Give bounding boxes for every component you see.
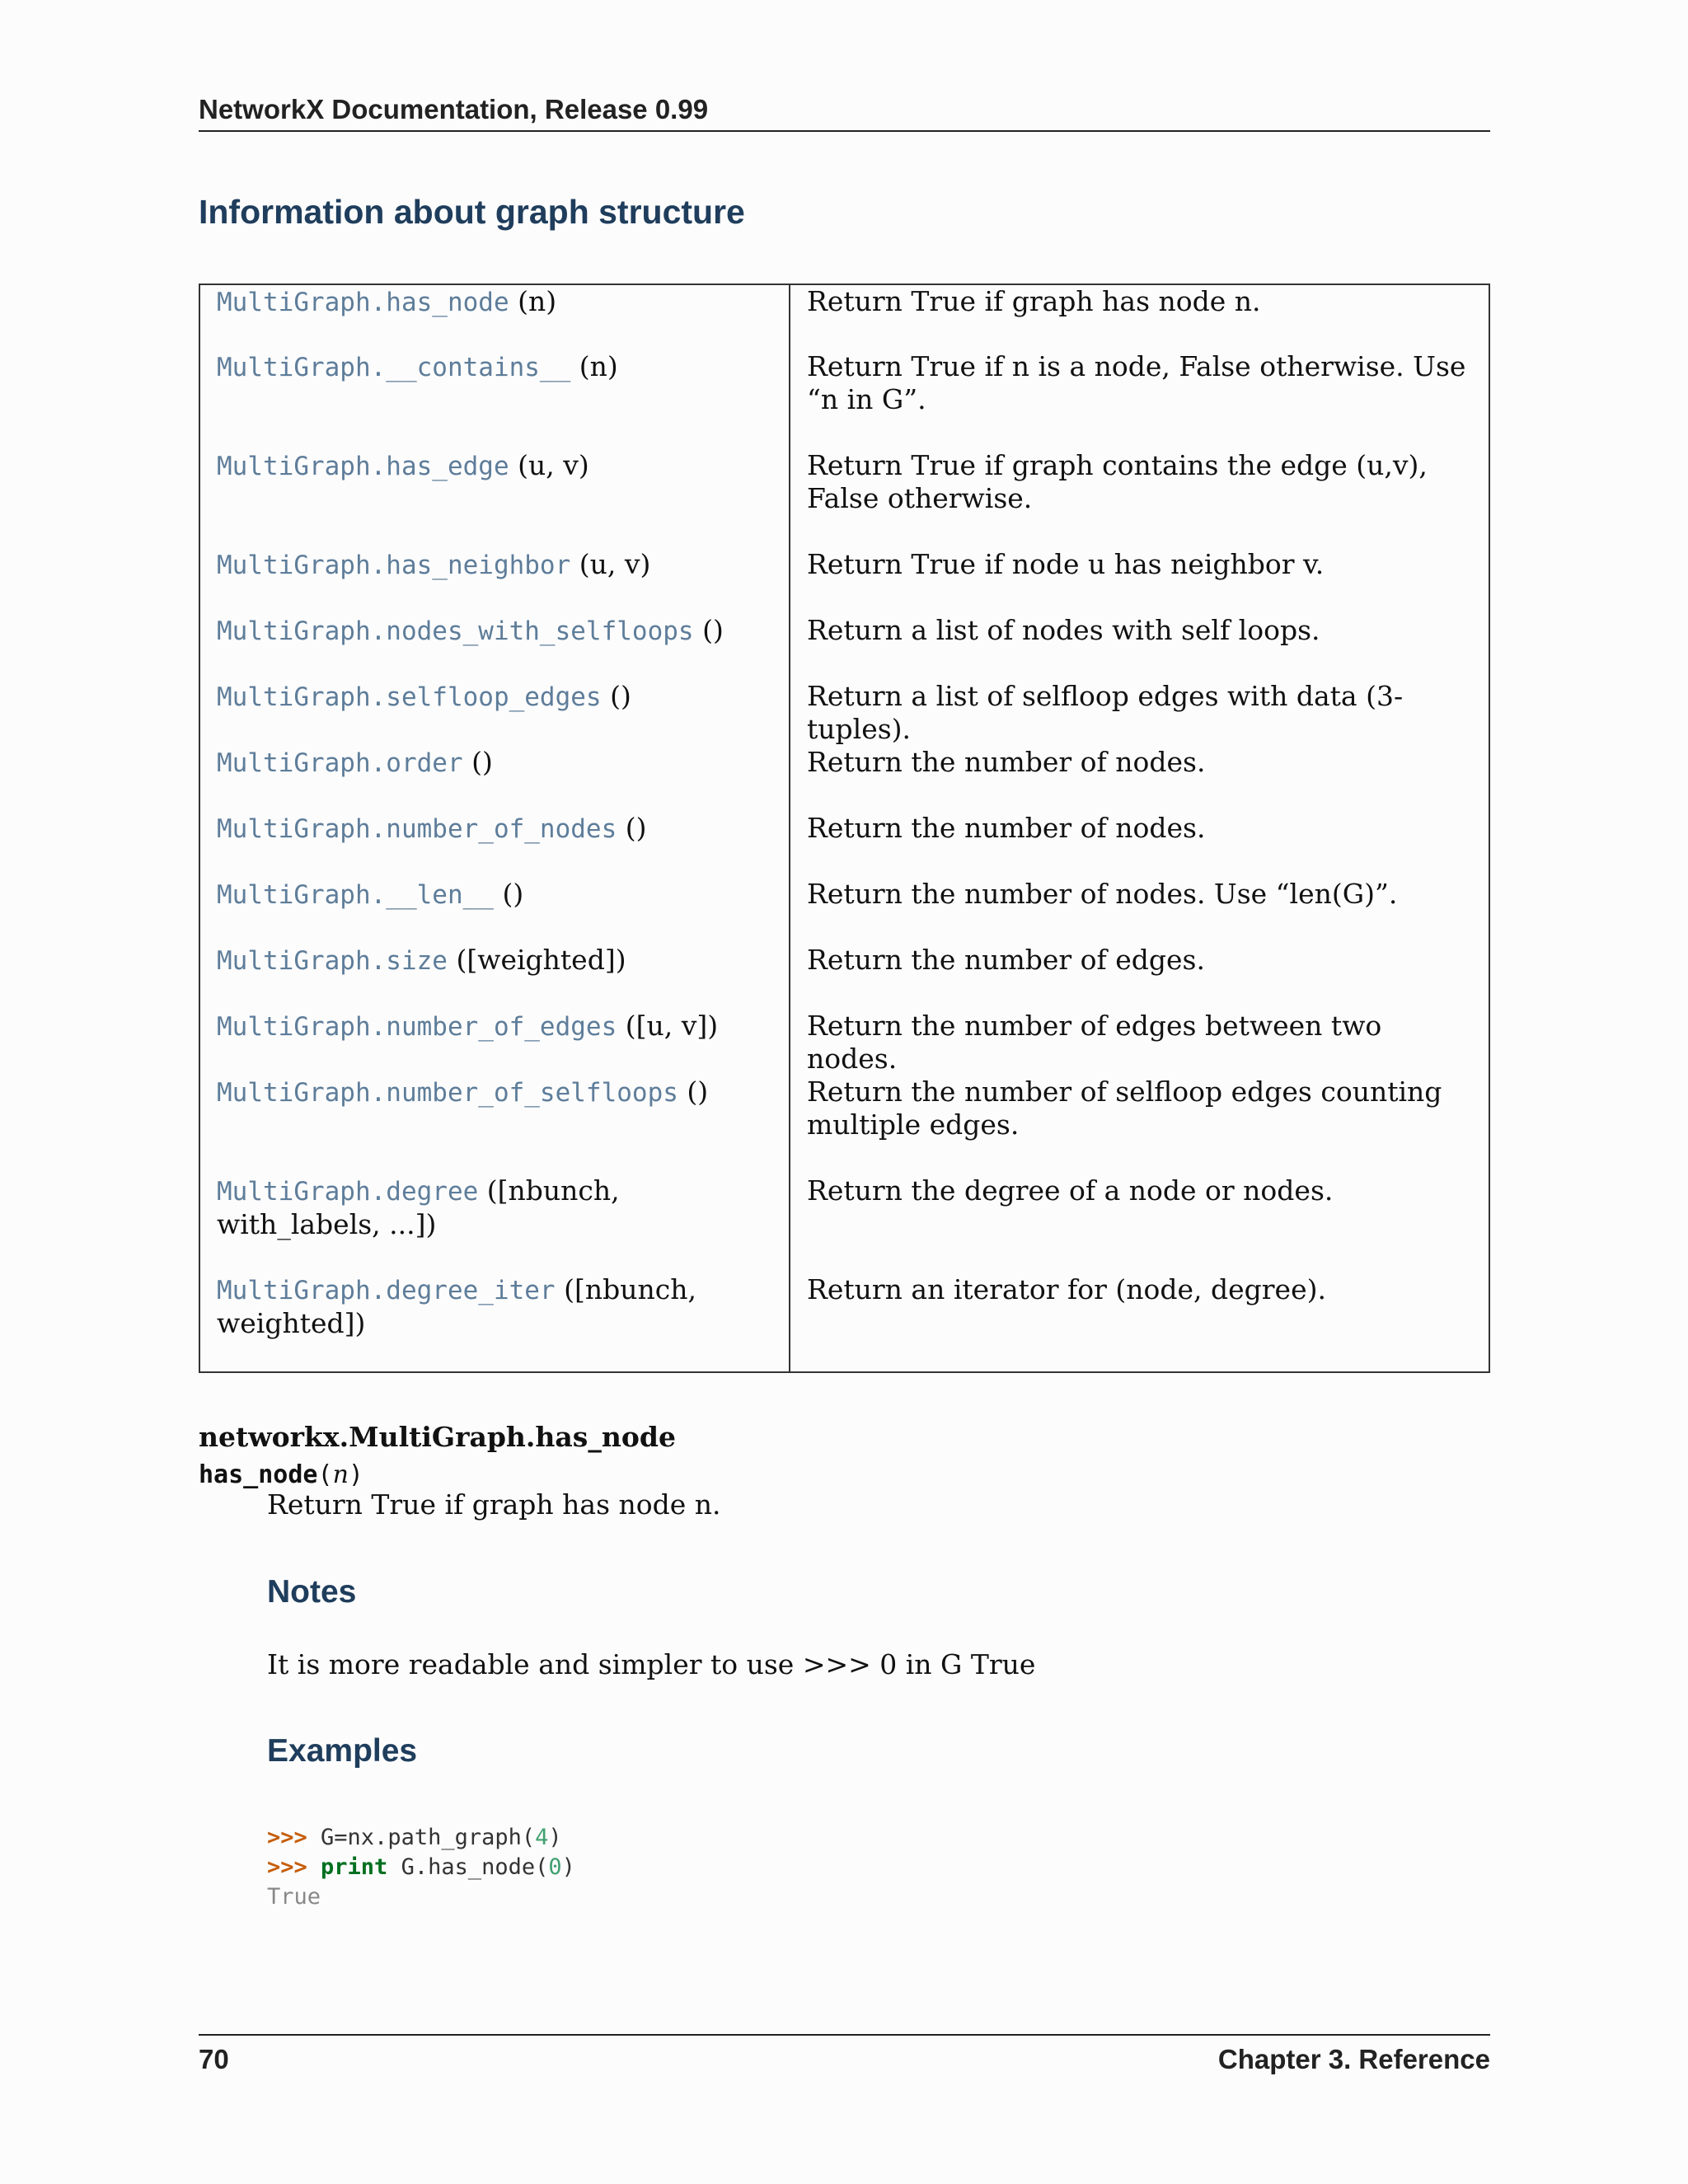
signature-args: ([nbunch, with_labels, ...]) xyxy=(217,1174,620,1240)
description-cell: Return a list of selfloop edges with data (3-tuples). xyxy=(807,680,1404,745)
signature-args: () xyxy=(471,746,493,778)
code-prompt: >>> xyxy=(267,1825,307,1850)
api-link[interactable]: MultiGraph.has_neighbor xyxy=(217,551,571,580)
signature-cell xyxy=(217,878,777,912)
signature-args: (u, v) xyxy=(518,449,589,481)
signature-cell xyxy=(217,449,777,483)
signature-args: ([u, v]) xyxy=(625,1010,719,1042)
description-cell: Return the number of edges. xyxy=(807,944,1205,976)
description-cell: Return an iterator for (node, degree). xyxy=(807,1273,1326,1305)
notes-text: It is more readable and simpler to use >>> 0 in G True xyxy=(267,1648,1036,1680)
signature-args: () xyxy=(625,812,647,844)
code-text: G.has_node( xyxy=(387,1854,549,1880)
code-keyword: print xyxy=(307,1854,388,1880)
code-line xyxy=(267,1823,575,1853)
api-link[interactable]: MultiGraph.__len__ xyxy=(217,880,494,910)
signature-args: (n) xyxy=(579,350,618,382)
signature-cell xyxy=(217,746,777,780)
code-text: G=nx.path_graph( xyxy=(307,1825,536,1850)
code-text: ) xyxy=(561,1854,575,1880)
signature-args: () xyxy=(610,680,631,712)
signature-cell xyxy=(217,680,777,714)
api-link[interactable]: MultiGraph.number_of_selfloops xyxy=(217,1078,678,1108)
signature-cell xyxy=(217,1010,777,1043)
signature-open-paren: ( xyxy=(317,1460,333,1489)
api-link[interactable]: MultiGraph.number_of_nodes xyxy=(217,814,617,844)
api-link[interactable]: MultiGraph.nodes_with_selfloops xyxy=(217,616,694,646)
examples-heading: Examples xyxy=(267,1733,418,1769)
footer-rule xyxy=(199,2034,1490,2036)
api-link[interactable]: MultiGraph.has_node xyxy=(217,288,509,317)
signature-args: (n) xyxy=(518,285,557,317)
chapter-label: Chapter 3. Reference xyxy=(1217,2044,1490,2074)
api-link[interactable]: MultiGraph.degree xyxy=(217,1177,479,1207)
description-cell: Return True if node u has neighbor v. xyxy=(807,548,1325,580)
signature-args: (u, v) xyxy=(579,548,651,580)
signature-cell xyxy=(217,944,777,977)
description-cell: Return a list of nodes with self loops. xyxy=(807,614,1320,646)
signature-cell xyxy=(217,1273,777,1340)
code-example xyxy=(267,1823,575,1912)
code-number: 4 xyxy=(535,1825,549,1850)
code-output: True xyxy=(267,1884,321,1910)
header-rule xyxy=(199,130,1490,132)
description-cell: Return the number of selfloop edges counting multiple edges. xyxy=(807,1076,1442,1141)
api-link[interactable]: MultiGraph.selfloop_edges xyxy=(217,682,602,712)
description-cell: Return True if graph has node n. xyxy=(807,285,1261,317)
signature-cell xyxy=(217,285,777,319)
description-cell: Return the number of edges between two nodes. xyxy=(807,1010,1382,1075)
api-link[interactable]: MultiGraph.number_of_edges xyxy=(217,1012,617,1042)
column-divider xyxy=(789,285,790,1371)
signature-cell xyxy=(217,1174,777,1241)
description-cell: Return the number of nodes. xyxy=(807,812,1206,844)
code-prompt: >>> xyxy=(267,1854,307,1880)
page-number: 70 xyxy=(199,2044,229,2074)
signature-cell xyxy=(217,812,777,846)
signature-cell xyxy=(217,350,777,384)
signature-cell xyxy=(217,548,777,582)
function-name: has_node xyxy=(199,1460,318,1489)
api-link[interactable]: MultiGraph.has_edge xyxy=(217,452,509,481)
function-signature xyxy=(199,1457,363,1489)
description-cell: Return the number of nodes. xyxy=(807,746,1206,778)
api-link[interactable]: MultiGraph.order xyxy=(217,748,463,778)
description-cell: Return the number of nodes. Use “len(G)”. xyxy=(807,878,1398,910)
signature-args: () xyxy=(687,1076,709,1108)
running-header: NetworkX Documentation, Release 0.99 xyxy=(199,94,709,124)
code-text: ) xyxy=(548,1825,562,1850)
code-number: 0 xyxy=(548,1854,562,1880)
signature-cell xyxy=(217,614,777,648)
description-cell: Return True if n is a node, False otherwise. Use “n in G”. xyxy=(807,350,1466,415)
api-summary-table xyxy=(199,284,1490,1373)
signature-args: ([nbunch, weighted]) xyxy=(217,1273,696,1339)
description-cell: Return the degree of a node or nodes. xyxy=(807,1174,1334,1207)
code-line xyxy=(267,1853,575,1882)
notes-heading: Notes xyxy=(267,1574,357,1610)
signature-args: () xyxy=(502,878,524,910)
function-description: Return True if graph has node n. xyxy=(267,1488,721,1521)
signature-cell xyxy=(217,1076,777,1109)
section-title: Information about graph structure xyxy=(199,193,745,231)
api-link[interactable]: MultiGraph.degree_iter xyxy=(217,1276,556,1305)
function-heading: networkx.MultiGraph.has_node xyxy=(199,1421,676,1453)
api-link[interactable]: MultiGraph.__contains__ xyxy=(217,353,571,382)
signature-close-paren: ) xyxy=(348,1460,363,1489)
api-link[interactable]: MultiGraph.size xyxy=(217,946,448,976)
signature-args: () xyxy=(702,614,724,646)
function-param: n xyxy=(332,1460,349,1489)
description-cell: Return True if graph contains the edge (u,v), False otherwise. xyxy=(807,449,1428,514)
signature-args: ([weighted]) xyxy=(456,944,626,976)
